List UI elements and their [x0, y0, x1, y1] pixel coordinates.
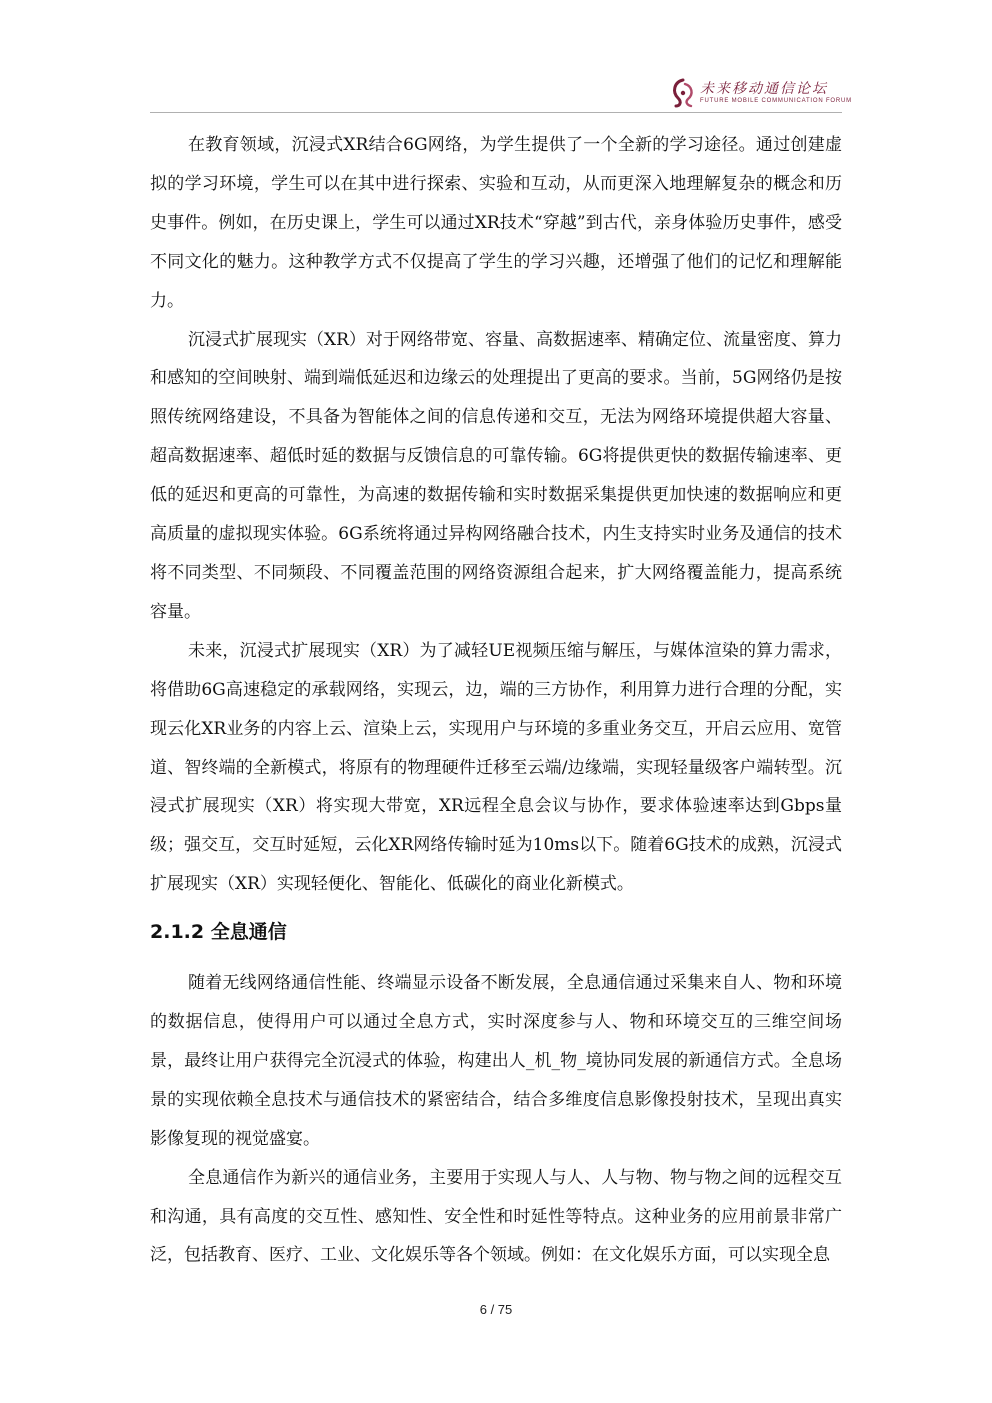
paragraph: 在教育领域，沉浸式XR结合6G网络，为学生提供了一个全新的学习途径。通过创建虚拟的学习环境，学生可以在其中进行探索、实验和互动，从而更深入地理解复杂的概念和历史事件。例如，在历史课上，学生可以通过XR技术“穿越”到古代，亲身体验历史事件，感受不同文化的魅力。这种教学方式不仅提高了学生的学习兴趣，还增强了他们的记忆和理解能力。: [150, 135, 842, 311]
logo-english-text: FUTURE MOBILE COMMUNICATION FORUM: [700, 98, 852, 104]
logo-chinese-text: 未来移动通信论坛: [700, 81, 828, 97]
page-header: [670, 74, 852, 110]
document-body: [150, 126, 842, 1275]
page-number: 6 / 75: [479, 1302, 513, 1317]
paragraph: 未来，沉浸式扩展现实（XR）为了减轻UE视频压缩与解压，与媒体渲染的算力需求，将借助6G高速稳定的承载网络，实现云，边，端的三方协作，利用算力进行合理的分配，实现云化XR业务的内容上云、渲染上云，实现用户与环境的多重业务交互，开启云应用、宽管道、智终端的全新模式，将原有的物理硬件迁移至云端/边缘端，实现轻量级客户端转型。沉浸式扩展现实（XR）将实现大带宽，XR远程全息会议与协作，要求体验速率达到Gbps量级；强交互，交互时延短，云化XR网络传输时延为10ms以下。随着6G技术的成熟，沉浸式扩展现实（XR）实现轻便化、智能化、低碳化的商业化新模式。: [150, 640, 842, 895]
section-heading: 2.1.2 全息通信: [150, 921, 287, 944]
paragraph: 随着无线网络通信性能、终端显示设备不断发展，全息通信通过采集来自人、物和环境的数据信息，使得用户可以通过全息方式，实时深度参与人、物和环境交互的三维空间场景，最终让用户获得完全沉浸式的体验，构建出人_机_物_境协同发展的新通信方式。全息场景的实现依赖全息技术与通信技术的紧密结合，结合多维度信息影像投射技术，呈现出真实影像复现的视觉盛宴。: [150, 973, 842, 1149]
paragraph: 沉浸式扩展现实（XR）对于网络带宽、容量、高数据速率、精确定位、流量密度、算力和感知的空间映射、端到端低延迟和边缘云的处理提出了更高的要求。当前，5G网络仍是按照传统网络建设，不具备为智能体之间的信息传递和交互，无法为网络环境提供超大容量、超高数据速率、超低时延的数据与反馈信息的可靠传输。6G将提供更快的数据传输速率、更低的延迟和更高的可靠性，为高速的数据传输和实时数据采集提供更加快速的数据响应和更高质量的虚拟现实体验。6G系统将通过异构网络融合技术，内生支持实时业务及通信的技术将不同类型、不同频段、不同覆盖范围的网络资源组合起来，扩大网络覆盖能力，提高系统容量。: [150, 329, 842, 622]
header-divider: [150, 112, 842, 113]
forum-logo-icon: [670, 78, 696, 108]
paragraph: 全息通信作为新兴的通信业务，主要用于实现人与人、人与物、物与物之间的远程交互和沟通，具有高度的交互性、感知性、安全性和时延性等特点。这种业务的应用前景非常广泛，包括教育、医疗、工业、文化娱乐等各个领域。例如：在文化娱乐方面，可以实现全息: [150, 1167, 842, 1266]
